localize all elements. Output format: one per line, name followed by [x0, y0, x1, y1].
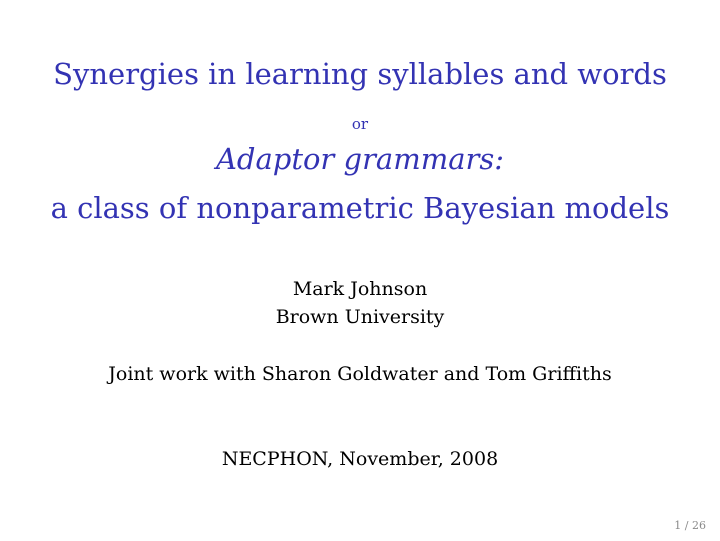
- slide-title: Synergies in learning syllables and words: [53, 57, 667, 91]
- page-number: 1 / 26: [674, 519, 706, 532]
- alternate-title: Adaptor grammars:: [215, 142, 505, 176]
- event-info: NECPHON, November, 2008: [221, 448, 499, 470]
- alternate-subtitle: a class of nonparametric Bayesian models: [50, 191, 670, 225]
- title-connector: or: [351, 115, 369, 133]
- author-name: Mark Johnson: [292, 278, 428, 300]
- coauthors-note: Joint work with Sharon Goldwater and Tom Griffiths: [108, 363, 612, 385]
- author-institution: Brown University: [275, 306, 445, 328]
